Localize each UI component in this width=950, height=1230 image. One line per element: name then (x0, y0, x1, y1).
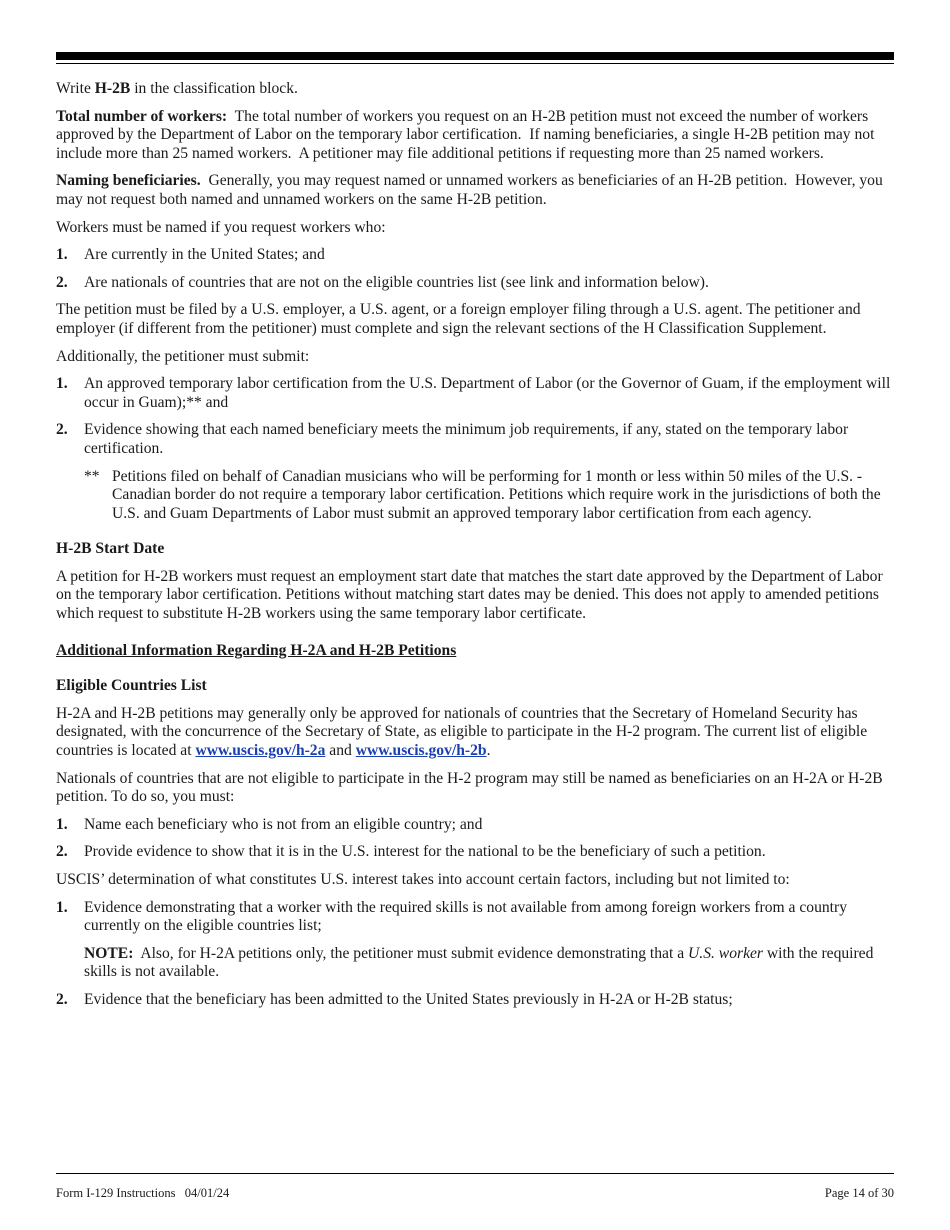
start-date-paragraph: A petition for H-2B workers must request an employment start date that matches the start date approved by the Department of Labor on the temporary labor certification. Petitions without matching start dates may be denied. This does not apply to amended petitions which request to substitute H-2B workers using the same temporary labor certificate. (56, 567, 883, 623)
eligible-countries-heading: Eligible Countries List (56, 677, 207, 695)
footer-rule (56, 1173, 894, 1174)
list-item: 2. Evidence that the beneficiary has been admitted to the United States previously in H-2A or H-2B status; (56, 990, 733, 1008)
total-workers-paragraph: Total number of workers: The total number of workers you request on an H-2B petition must not exceed the number of workers approved by the Department of Labor on the temporary labor certification. If naming beneficiaries, a single H-2B petition may not include more than 25 named workers. A petitioner may file additional petitions if requesting more than 25 named workers. (56, 107, 879, 162)
canadian-musicians-note: ** Petitions filed on behalf of Canadian musicians who will be performing for 1 month or less within 50 miles of the U.S. - Canadian border do not require a temporary labor certification. Petitions which require work in the jurisdictions of both the U.S. and Guam Departments of Labor must submit an approved temporary labor certification from each agency. (84, 467, 881, 522)
workers-named-intro: Workers must be named if you request workers who: (56, 218, 386, 236)
header-rule-thin (56, 63, 894, 64)
eligible-countries-paragraph: H-2A and H-2B petitions may generally only be approved for nationals of countries that the Secretary of Homeland Security has designated, with the concurrence of the Secretary of State, as eligible to participate in the H-2 program. The current list of eligible countries is located at www.uscis.gov/h-2a and www.uscis.gov/h-2b. (56, 704, 868, 760)
h2a-link[interactable]: www.uscis.gov/h-2a (195, 742, 326, 760)
list-item: 2. Provide evidence to show that it is in the U.S. interest for the national to be the beneficiary of such a petition. (56, 843, 766, 861)
footer-page-number: Page 14 of 30 (824, 1186, 894, 1200)
classification-instruction: Write H-2B in the classification block. (56, 80, 298, 97)
h2b-link[interactable]: www.uscis.gov/h-2b (355, 742, 487, 760)
list-item: 1. Name each beneficiary who is not from an eligible country; and (56, 815, 483, 833)
petition-filed-paragraph: The petition must be filed by a U.S. employer, a U.S. agent, or a foreign employer filing through a U.S. agent. The petitioner and employer (if different from the petitioner) must complete and sign the relevant sections of the H Classification Supplement. (56, 301, 861, 337)
list-item: 2. Evidence showing that each named beneficiary meets the minimum job requirements, if any, stated on the temporary labor certification. (56, 421, 849, 457)
additional-info-heading: Additional Information Regarding H-2A and H-2B Petitions (56, 641, 457, 659)
page-content (56, 80, 894, 1019)
list-item: 2. Are nationals of countries that are not on the eligible countries list (see link and information below). (56, 273, 709, 291)
footer-form-id: Form I-129 Instructions 04/01/24 (56, 1186, 230, 1200)
naming-beneficiaries-paragraph: Naming beneficiaries. Generally, you may request named or unnamed workers as beneficiaries of an H-2B petition. However, you may not request both named and unnamed workers on the same H-2B petition. (56, 172, 887, 208)
list-item: 1. An approved temporary labor certification from the U.S. Department of Labor (or the Governor of Guam, if the employment will occur in Guam);** and (56, 375, 891, 411)
list-item: 1. Are currently in the United States; and (56, 246, 325, 264)
petitioner-submit-intro: Additionally, the petitioner must submit: (56, 347, 310, 365)
h2b-start-date-heading: H-2B Start Date (56, 540, 165, 558)
header-rule-thick (56, 52, 894, 60)
list-item: 1. Evidence demonstrating that a worker with the required skills is not available from among foreign workers from a country currently on the eligible countries list; (56, 898, 848, 935)
us-interest-paragraph: USCIS’ determination of what constitutes U.S. interest takes into account certain factors, including but not limited to: (56, 871, 790, 888)
h2a-note: NOTE: Also, for H-2A petitions only, the petitioner must submit evidence demonstrating that a U.S. worker with the required skills is not available. (84, 944, 874, 981)
non-eligible-nationals-paragraph: Nationals of countries that are not eligible to participate in the H-2 program may still be named as beneficiaries on an H-2A or H-2B petition. To do so, you must: (56, 769, 883, 806)
